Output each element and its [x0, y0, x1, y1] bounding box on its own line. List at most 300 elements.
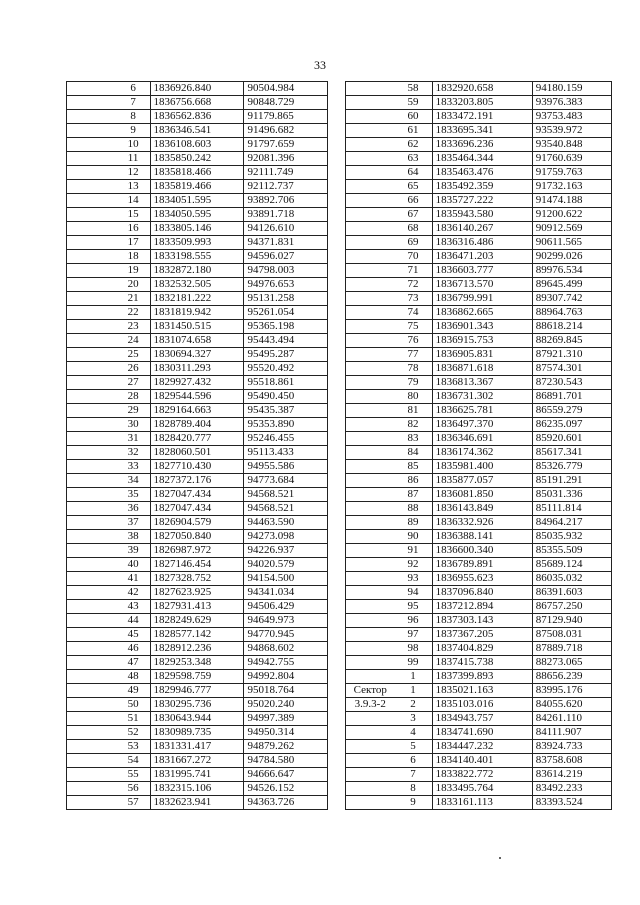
table-row — [346, 306, 612, 320]
point-number-cell: 77 — [395, 348, 433, 362]
table-row — [67, 166, 328, 180]
point-number-cell: 99 — [395, 656, 433, 670]
x-coordinate-cell: 1826987.972 — [150, 544, 244, 558]
y-coordinate-cell: 88656.239 — [532, 670, 611, 684]
y-coordinate-cell: 88618.214 — [532, 320, 611, 334]
y-coordinate-cell: 83492.233 — [532, 782, 611, 796]
point-number-cell: 42 — [117, 586, 150, 600]
sector-cell — [67, 250, 117, 264]
y-coordinate-cell: 83995.176 — [532, 684, 611, 698]
point-number-cell: 47 — [117, 656, 150, 670]
point-number-cell: 12 — [117, 166, 150, 180]
y-coordinate-cell: 94371.831 — [244, 236, 328, 250]
point-number-cell: 9 — [395, 796, 433, 810]
sector-cell — [67, 208, 117, 222]
y-coordinate-cell: 91179.865 — [244, 110, 328, 124]
y-coordinate-cell: 94526.152 — [244, 782, 328, 796]
y-coordinate-cell: 94976.653 — [244, 278, 328, 292]
table-row — [346, 138, 612, 152]
point-number-cell: 19 — [117, 264, 150, 278]
sector-cell — [346, 138, 395, 152]
y-coordinate-cell: 84261.110 — [532, 712, 611, 726]
x-coordinate-cell: 1837415.738 — [432, 656, 532, 670]
y-coordinate-cell: 95495.287 — [244, 348, 328, 362]
x-coordinate-cell: 1827372.176 — [150, 474, 244, 488]
table-row — [346, 740, 612, 754]
x-coordinate-cell: 1833203.805 — [432, 96, 532, 110]
point-number-cell: 8 — [117, 110, 150, 124]
point-number-cell: 52 — [117, 726, 150, 740]
sector-cell — [346, 614, 395, 628]
point-number-cell: 10 — [117, 138, 150, 152]
sector-cell — [346, 320, 395, 334]
x-coordinate-cell: 1832623.941 — [150, 796, 244, 810]
y-coordinate-cell: 85326.779 — [532, 460, 611, 474]
table-row — [346, 488, 612, 502]
sector-cell — [346, 250, 395, 264]
table-row — [67, 768, 328, 782]
x-coordinate-cell: 1827050.840 — [150, 530, 244, 544]
x-coordinate-cell: 1828249.629 — [150, 614, 244, 628]
table-row — [67, 698, 328, 712]
table-row — [67, 82, 328, 96]
table-row — [67, 334, 328, 348]
sector-cell — [67, 418, 117, 432]
y-coordinate-cell: 95131.258 — [244, 292, 328, 306]
y-coordinate-cell: 95490.450 — [244, 390, 328, 404]
x-coordinate-cell: 1836955.623 — [432, 572, 532, 586]
scan-speck — [499, 857, 501, 859]
x-coordinate-cell: 1829598.759 — [150, 670, 244, 684]
x-coordinate-cell: 1832872.180 — [150, 264, 244, 278]
y-coordinate-cell: 85617.341 — [532, 446, 611, 460]
point-number-cell: 76 — [395, 334, 433, 348]
point-number-cell: 13 — [117, 180, 150, 194]
y-coordinate-cell: 94666.647 — [244, 768, 328, 782]
y-coordinate-cell: 94273.098 — [244, 530, 328, 544]
x-coordinate-cell: 1836108.603 — [150, 138, 244, 152]
sector-cell — [67, 530, 117, 544]
x-coordinate-cell: 1837212.894 — [432, 600, 532, 614]
x-coordinate-cell: 1836316.486 — [432, 236, 532, 250]
y-coordinate-cell: 95353.890 — [244, 418, 328, 432]
y-coordinate-cell: 88269.845 — [532, 334, 611, 348]
sector-cell — [67, 264, 117, 278]
point-number-cell: 57 — [117, 796, 150, 810]
table-row — [346, 390, 612, 404]
table-row — [67, 250, 328, 264]
x-coordinate-cell: 1836789.891 — [432, 558, 532, 572]
sector-cell — [346, 152, 395, 166]
sector-cell — [67, 320, 117, 334]
sector-cell — [67, 124, 117, 138]
x-coordinate-cell: 1835877.057 — [432, 474, 532, 488]
x-coordinate-cell: 1836346.541 — [150, 124, 244, 138]
y-coordinate-cell: 86235.097 — [532, 418, 611, 432]
x-coordinate-cell: 1831995.741 — [150, 768, 244, 782]
point-number-cell: 35 — [117, 488, 150, 502]
point-number-cell: 54 — [117, 754, 150, 768]
y-coordinate-cell: 86391.603 — [532, 586, 611, 600]
table-row — [67, 782, 328, 796]
table-row — [67, 110, 328, 124]
table-row — [67, 600, 328, 614]
point-number-cell: 70 — [395, 250, 433, 264]
point-number-cell: 5 — [395, 740, 433, 754]
y-coordinate-cell: 85355.509 — [532, 544, 611, 558]
table-row — [67, 418, 328, 432]
table-row — [346, 236, 612, 250]
sector-cell: Сектор — [346, 684, 395, 698]
x-coordinate-cell: 1832920.658 — [432, 82, 532, 96]
x-coordinate-cell: 1831667.272 — [150, 754, 244, 768]
point-number-cell: 69 — [395, 236, 433, 250]
x-coordinate-cell: 1835021.163 — [432, 684, 532, 698]
table-row — [67, 404, 328, 418]
table-row — [346, 474, 612, 488]
sector-cell — [346, 124, 395, 138]
point-number-cell: 15 — [117, 208, 150, 222]
sector-cell — [346, 180, 395, 194]
y-coordinate-cell: 93892.706 — [244, 194, 328, 208]
table-row — [67, 194, 328, 208]
table-row — [67, 432, 328, 446]
table-row — [346, 572, 612, 586]
point-number-cell: 92 — [395, 558, 433, 572]
x-coordinate-cell: 1836471.203 — [432, 250, 532, 264]
x-coordinate-cell: 1836625.781 — [432, 404, 532, 418]
table-row — [346, 320, 612, 334]
point-number-cell: 82 — [395, 418, 433, 432]
table-row — [346, 754, 612, 768]
y-coordinate-cell: 83614.219 — [532, 768, 611, 782]
x-coordinate-cell: 1830295.736 — [150, 698, 244, 712]
y-coordinate-cell: 86559.279 — [532, 404, 611, 418]
table-row — [67, 754, 328, 768]
sector-cell — [346, 110, 395, 124]
y-coordinate-cell: 83393.524 — [532, 796, 611, 810]
sector-cell — [67, 334, 117, 348]
sector-cell — [67, 782, 117, 796]
y-coordinate-cell: 95443.494 — [244, 334, 328, 348]
point-number-cell: 73 — [395, 292, 433, 306]
y-coordinate-cell: 83758.608 — [532, 754, 611, 768]
x-coordinate-cell: 1836143.849 — [432, 502, 532, 516]
sector-cell — [346, 96, 395, 110]
sector-cell — [346, 502, 395, 516]
sector-cell — [67, 194, 117, 208]
x-coordinate-cell: 1827931.413 — [150, 600, 244, 614]
y-coordinate-cell: 95518.861 — [244, 376, 328, 390]
point-number-cell: 27 — [117, 376, 150, 390]
x-coordinate-cell: 1834051.595 — [150, 194, 244, 208]
sector-cell — [67, 614, 117, 628]
x-coordinate-cell: 1835727.222 — [432, 194, 532, 208]
table-row — [346, 278, 612, 292]
y-coordinate-cell: 87889.718 — [532, 642, 611, 656]
point-number-cell: 97 — [395, 628, 433, 642]
point-number-cell: 85 — [395, 460, 433, 474]
sector-cell — [67, 572, 117, 586]
y-coordinate-cell: 95435.387 — [244, 404, 328, 418]
sector-cell — [346, 390, 395, 404]
table-row — [67, 530, 328, 544]
sector-cell — [67, 586, 117, 600]
point-number-cell: 11 — [117, 152, 150, 166]
point-number-cell: 16 — [117, 222, 150, 236]
sector-cell — [67, 82, 117, 96]
x-coordinate-cell: 1835981.400 — [432, 460, 532, 474]
table-row — [346, 502, 612, 516]
y-coordinate-cell: 94020.579 — [244, 558, 328, 572]
x-coordinate-cell: 1827146.454 — [150, 558, 244, 572]
y-coordinate-cell: 86035.032 — [532, 572, 611, 586]
sector-cell — [346, 264, 395, 278]
x-coordinate-cell: 1835464.344 — [432, 152, 532, 166]
point-number-cell: 20 — [117, 278, 150, 292]
y-coordinate-cell: 90848.729 — [244, 96, 328, 110]
x-coordinate-cell: 1832181.222 — [150, 292, 244, 306]
table-row — [67, 292, 328, 306]
sector-cell: 3.9.3-2 — [346, 698, 395, 712]
sector-cell — [67, 558, 117, 572]
table-row — [346, 670, 612, 684]
x-coordinate-cell: 1828912.236 — [150, 642, 244, 656]
table-row — [346, 684, 612, 698]
sector-cell — [67, 600, 117, 614]
x-coordinate-cell: 1828789.404 — [150, 418, 244, 432]
x-coordinate-cell: 1837096.840 — [432, 586, 532, 600]
point-number-cell: 36 — [117, 502, 150, 516]
point-number-cell: 63 — [395, 152, 433, 166]
point-number-cell: 1 — [395, 670, 433, 684]
x-coordinate-cell: 1831074.658 — [150, 334, 244, 348]
sector-cell — [67, 474, 117, 488]
sector-cell — [67, 306, 117, 320]
point-number-cell: 86 — [395, 474, 433, 488]
x-coordinate-cell: 1828060.501 — [150, 446, 244, 460]
y-coordinate-cell: 89976.534 — [532, 264, 611, 278]
table-row — [346, 152, 612, 166]
x-coordinate-cell: 1827710.430 — [150, 460, 244, 474]
y-coordinate-cell: 90299.026 — [532, 250, 611, 264]
y-coordinate-cell: 85191.291 — [532, 474, 611, 488]
point-number-cell: 26 — [117, 362, 150, 376]
y-coordinate-cell: 94226.937 — [244, 544, 328, 558]
sector-cell — [67, 544, 117, 558]
sector-cell — [346, 670, 395, 684]
y-coordinate-cell: 94773.684 — [244, 474, 328, 488]
y-coordinate-cell: 90611.565 — [532, 236, 611, 250]
x-coordinate-cell: 1833161.113 — [432, 796, 532, 810]
y-coordinate-cell: 87230.543 — [532, 376, 611, 390]
y-coordinate-cell: 90912.569 — [532, 222, 611, 236]
point-number-cell: 83 — [395, 432, 433, 446]
y-coordinate-cell: 89307.742 — [532, 292, 611, 306]
coordinates-table-left — [66, 81, 328, 810]
sector-cell — [346, 782, 395, 796]
x-coordinate-cell: 1836600.340 — [432, 544, 532, 558]
sector-cell — [67, 796, 117, 810]
x-coordinate-cell: 1827047.434 — [150, 488, 244, 502]
table-row — [346, 530, 612, 544]
point-number-cell: 17 — [117, 236, 150, 250]
point-number-cell: 7 — [395, 768, 433, 782]
table-row — [346, 796, 612, 810]
table-row — [346, 264, 612, 278]
point-number-cell: 75 — [395, 320, 433, 334]
table-row — [346, 614, 612, 628]
x-coordinate-cell: 1835943.580 — [432, 208, 532, 222]
x-coordinate-cell: 1833472.191 — [432, 110, 532, 124]
sector-cell — [346, 656, 395, 670]
sector-cell — [67, 670, 117, 684]
x-coordinate-cell: 1833495.764 — [432, 782, 532, 796]
point-number-cell: 93 — [395, 572, 433, 586]
sector-cell — [67, 698, 117, 712]
x-coordinate-cell: 1836871.618 — [432, 362, 532, 376]
sector-cell — [346, 446, 395, 460]
y-coordinate-cell: 94798.003 — [244, 264, 328, 278]
point-number-cell: 89 — [395, 516, 433, 530]
point-number-cell: 90 — [395, 530, 433, 544]
x-coordinate-cell: 1836562.836 — [150, 110, 244, 124]
x-coordinate-cell: 1836332.926 — [432, 516, 532, 530]
point-number-cell: 49 — [117, 684, 150, 698]
y-coordinate-cell: 91760.639 — [532, 152, 611, 166]
y-coordinate-cell: 94997.389 — [244, 712, 328, 726]
point-number-cell: 14 — [117, 194, 150, 208]
point-number-cell: 87 — [395, 488, 433, 502]
point-number-cell: 8 — [395, 782, 433, 796]
point-number-cell: 74 — [395, 306, 433, 320]
x-coordinate-cell: 1836140.267 — [432, 222, 532, 236]
y-coordinate-cell: 92112.737 — [244, 180, 328, 194]
x-coordinate-cell: 1827623.925 — [150, 586, 244, 600]
point-number-cell: 43 — [117, 600, 150, 614]
y-coordinate-cell: 94463.590 — [244, 516, 328, 530]
point-number-cell: 62 — [395, 138, 433, 152]
sector-cell — [346, 194, 395, 208]
sector-cell — [67, 278, 117, 292]
point-number-cell: 37 — [117, 516, 150, 530]
y-coordinate-cell: 94154.500 — [244, 572, 328, 586]
x-coordinate-cell: 1837303.143 — [432, 614, 532, 628]
x-coordinate-cell: 1837404.829 — [432, 642, 532, 656]
sector-cell — [67, 404, 117, 418]
table-row — [67, 544, 328, 558]
point-number-cell: 91 — [395, 544, 433, 558]
x-coordinate-cell: 1836799.991 — [432, 292, 532, 306]
y-coordinate-cell: 94955.586 — [244, 460, 328, 474]
y-coordinate-cell: 88273.065 — [532, 656, 611, 670]
sector-cell — [346, 754, 395, 768]
table-row — [346, 516, 612, 530]
sector-cell — [67, 138, 117, 152]
sector-cell — [67, 740, 117, 754]
table-row — [346, 558, 612, 572]
x-coordinate-cell: 1836905.831 — [432, 348, 532, 362]
sector-cell — [67, 642, 117, 656]
y-coordinate-cell: 89645.499 — [532, 278, 611, 292]
table-row — [67, 684, 328, 698]
y-coordinate-cell: 95018.764 — [244, 684, 328, 698]
x-coordinate-cell: 1835463.476 — [432, 166, 532, 180]
sector-cell — [67, 712, 117, 726]
point-number-cell: 2 — [395, 698, 433, 712]
sector-cell — [67, 502, 117, 516]
x-coordinate-cell: 1827047.434 — [150, 502, 244, 516]
table-row — [67, 390, 328, 404]
sector-cell — [346, 572, 395, 586]
x-coordinate-cell: 1837399.893 — [432, 670, 532, 684]
point-number-cell: 66 — [395, 194, 433, 208]
point-number-cell: 21 — [117, 292, 150, 306]
sector-cell — [346, 740, 395, 754]
point-number-cell: 6 — [117, 82, 150, 96]
table-row — [67, 278, 328, 292]
x-coordinate-cell: 1829946.777 — [150, 684, 244, 698]
sector-cell — [346, 236, 395, 250]
x-coordinate-cell: 1834447.232 — [432, 740, 532, 754]
y-coordinate-cell: 94950.314 — [244, 726, 328, 740]
point-number-cell: 41 — [117, 572, 150, 586]
table-row — [67, 236, 328, 250]
y-coordinate-cell: 88964.763 — [532, 306, 611, 320]
point-number-cell: 95 — [395, 600, 433, 614]
x-coordinate-cell: 1832532.505 — [150, 278, 244, 292]
table-row — [67, 796, 328, 810]
y-coordinate-cell: 94568.521 — [244, 488, 328, 502]
point-number-cell: 28 — [117, 390, 150, 404]
table-row — [346, 250, 612, 264]
point-number-cell: 68 — [395, 222, 433, 236]
y-coordinate-cell: 94992.804 — [244, 670, 328, 684]
point-number-cell: 4 — [395, 726, 433, 740]
sector-cell — [67, 152, 117, 166]
table-row — [67, 726, 328, 740]
y-coordinate-cell: 94180.159 — [532, 82, 611, 96]
sector-cell — [67, 348, 117, 362]
table-row — [346, 656, 612, 670]
point-number-cell: 33 — [117, 460, 150, 474]
y-coordinate-cell: 95113.433 — [244, 446, 328, 460]
point-number-cell: 51 — [117, 712, 150, 726]
y-coordinate-cell: 93539.972 — [532, 124, 611, 138]
x-coordinate-cell: 1833822.772 — [432, 768, 532, 782]
x-coordinate-cell: 1830311.293 — [150, 362, 244, 376]
sector-cell — [346, 460, 395, 474]
sector-cell — [346, 726, 395, 740]
y-coordinate-cell: 95261.054 — [244, 306, 328, 320]
y-coordinate-cell: 94341.034 — [244, 586, 328, 600]
table-row — [346, 362, 612, 376]
point-number-cell: 31 — [117, 432, 150, 446]
table-row — [67, 670, 328, 684]
sector-cell — [346, 404, 395, 418]
y-coordinate-cell: 94363.726 — [244, 796, 328, 810]
x-coordinate-cell: 1833198.555 — [150, 250, 244, 264]
x-coordinate-cell: 1836731.302 — [432, 390, 532, 404]
x-coordinate-cell: 1831331.417 — [150, 740, 244, 754]
sector-cell — [67, 110, 117, 124]
table-row — [67, 376, 328, 390]
table-row — [346, 334, 612, 348]
x-coordinate-cell: 1831819.942 — [150, 306, 244, 320]
table-row — [346, 82, 612, 96]
y-coordinate-cell: 85920.601 — [532, 432, 611, 446]
x-coordinate-cell: 1835850.242 — [150, 152, 244, 166]
